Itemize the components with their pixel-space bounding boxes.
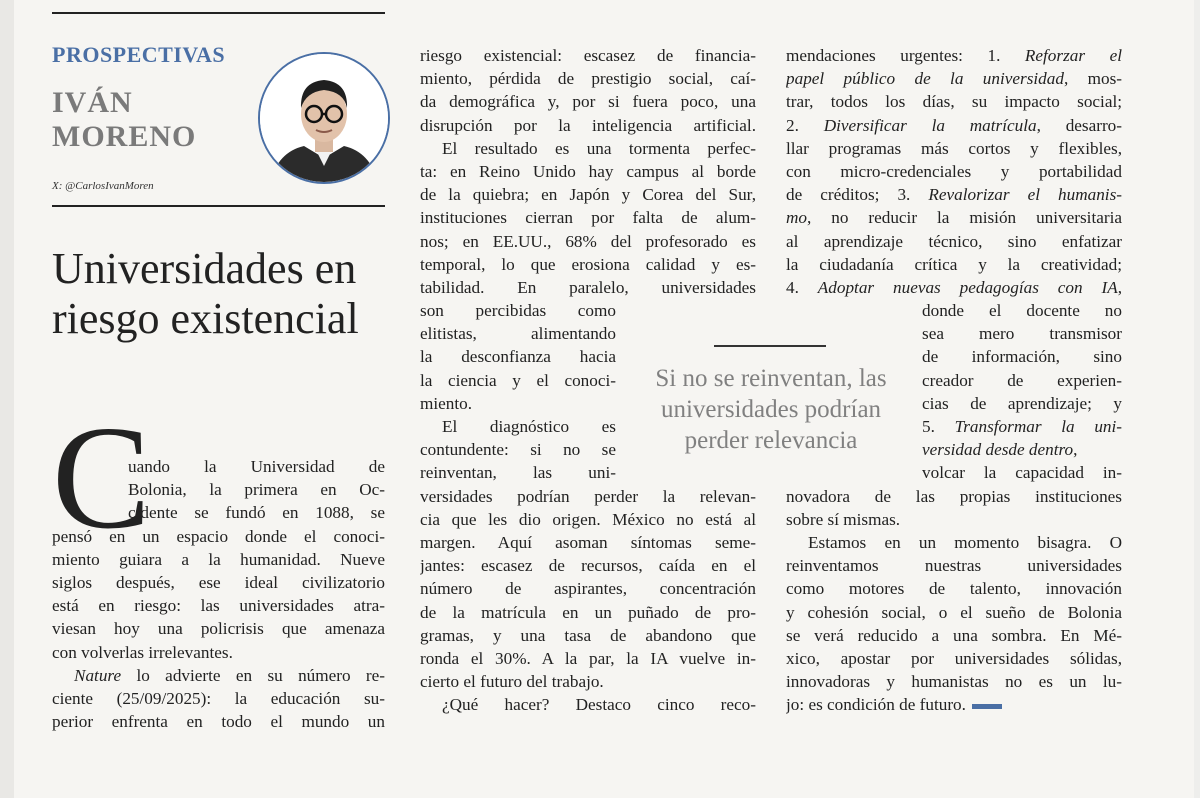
text-line [922, 438, 1122, 461]
text-run: lo advierte en su número re- [136, 665, 385, 685]
text-line: contundente: si no se [420, 440, 616, 460]
section-label: PROSPECTIVAS [52, 42, 226, 67]
text-line: de información, sino [922, 347, 1122, 367]
text-line: como motores de talento, innovación [786, 579, 1122, 599]
text-line: donde el docente no [922, 301, 1122, 321]
text-line: volcar la capacidad in- [922, 463, 1122, 483]
text-line: sobre sí mismas. [786, 509, 901, 529]
text-run: , [1073, 440, 1078, 460]
italic-text: papel público de la universidad [786, 69, 1064, 89]
text-line [786, 44, 1122, 67]
text-line [786, 206, 1122, 229]
text-line: se verá reducido a una sombra. En Mé- [786, 625, 1122, 645]
text-line: reinventamos nuestras universidades [786, 556, 1122, 576]
text-line: ¿Qué hacer? Destaco cinco reco- [442, 695, 756, 715]
italic-text: Revalorizar el humanis- [928, 185, 1122, 205]
text-line: riesgo existencial: escasez de financia- [420, 46, 756, 65]
text-line: versidades podrían perder la relevan- [420, 486, 756, 506]
text-line: perior enfrenta en todo el mundo un [52, 712, 385, 732]
italic-text: Diversificar la matrícula [823, 115, 1037, 135]
text-line: nos; en EE.UU., 68% del profesorado es [420, 231, 756, 251]
text-line: reinventan, las uni- [420, 463, 616, 483]
text-line [786, 276, 1122, 299]
text-line [52, 664, 385, 687]
author-name [52, 86, 196, 154]
headline-line: riesgo existencial [52, 294, 359, 343]
text-line: trar, todos los días, su impacto social; [786, 92, 1122, 112]
middle-rule [52, 205, 385, 207]
body-column-3 [786, 44, 1122, 716]
text-run: , desarro- [1036, 115, 1122, 135]
text-line: cidente se fundó en 1088, se [128, 503, 385, 523]
top-rule [52, 12, 385, 14]
text-line: miento guiara a la humanidad. Nueve [52, 549, 385, 569]
author-last-name: MORENO [52, 120, 197, 153]
text-line: la desconfianza hacia [420, 347, 616, 367]
text-line: margen. Aquí asoman síntomas seme- [420, 532, 756, 552]
text-line: jantes: escasez de recursos, caída en el [420, 556, 756, 576]
body-column-1 [52, 455, 385, 733]
text-line: cierto el futuro del trabajo. [420, 672, 604, 692]
text-line: xico, apostar por universidades sólidas, [786, 648, 1122, 668]
text-line [786, 67, 1122, 90]
text-line: la ciudadanía crítica y la creatividad; [786, 254, 1122, 274]
text-line: gramas, y una tasa de abandono que [420, 625, 756, 645]
italic-text: Transformar la uni- [954, 417, 1122, 436]
author-first-name: IVÁN [52, 86, 133, 119]
text-line: con volverlas irrelevantes. [52, 642, 233, 662]
text-run: de créditos; 3. [786, 185, 911, 205]
text-line: novadora de las propias instituciones [786, 486, 1122, 506]
text-line: pensó en un espacio donde el conoci- [52, 526, 385, 546]
text-line: instituciones cierran por falta de alum- [420, 208, 756, 228]
text-line: miento. [420, 393, 473, 413]
drop-cap: C [52, 396, 151, 560]
text-line: llar programas más cortos y flexibles, [786, 138, 1122, 158]
end-of-article-mark [972, 704, 1002, 709]
text-line: temporal, lo que erosiona calidad y es- [420, 254, 756, 274]
text-line: creador de experien- [922, 370, 1122, 390]
text-line: cias de aprendizaje; y [922, 393, 1122, 413]
text-run: 5. [922, 417, 935, 436]
text-line: Estamos en un momento bisagra. O [808, 532, 1122, 552]
text-line: sea mero transmisor [922, 324, 1122, 344]
text-line: uando la Universidad de [128, 457, 385, 476]
headline [52, 244, 392, 344]
text-line: ta: en Reino Unido hay campus al borde [420, 161, 756, 181]
text-line: número de aspirantes, concentración [420, 579, 756, 599]
text-line: ronda el 30%. A la par, la IA vuelve in- [420, 648, 756, 668]
text-run: 4. [786, 277, 799, 297]
text-line: cia que les dio origen. México no está al [420, 509, 756, 529]
text-line: ciente (25/09/2025): la educación su- [52, 688, 385, 708]
text-line: disrupción por la inteligencia artificial. [420, 115, 756, 135]
page-gutter-right [1194, 0, 1200, 798]
author-portrait-illustration [260, 54, 388, 182]
text-line: con micro-credenciales y portabilidad [786, 161, 1122, 181]
text-run: , mos- [1063, 69, 1122, 89]
text-line: Bolonia, la primera en Oc- [128, 480, 385, 500]
pull-quote-line: perder relevancia [684, 427, 858, 454]
text-run: jo: es condición de futuro. [786, 695, 966, 715]
pull-quote-line: universidades podrían [660, 396, 882, 423]
italic-text: Reforzar el [1024, 46, 1122, 65]
social-handle: X: @CarlosIvanMoren [52, 180, 154, 192]
text-line: la ciencia y el conoci- [420, 370, 616, 390]
text-line [786, 183, 1122, 206]
text-line [922, 415, 1122, 438]
text-line: está en riesgo: las universidades atra- [52, 596, 385, 616]
text-run: , [1117, 277, 1122, 297]
text-run: mendaciones urgentes: 1. [786, 46, 1001, 65]
text-line: tabilidad. En paralelo, universidades [420, 277, 756, 297]
text-line: siglos después, ese ideal civilizatorio [52, 572, 385, 592]
text-line: elitistas, alimentando [420, 324, 616, 344]
text-run: , no reducir la misión universitaria [807, 208, 1122, 228]
text-line: El resultado es una tormenta perfec- [442, 138, 756, 158]
text-line: miento, pérdida de prestigio social, caí- [420, 69, 756, 89]
italic-text: versidad desde dentro [922, 440, 1074, 460]
headline-line: Universidades en [52, 244, 357, 293]
text-line: El diagnóstico es [442, 417, 616, 436]
text-line: de la matrícula en un puñado de pro- [420, 602, 756, 622]
text-run: 2. [786, 115, 799, 135]
text-line [786, 114, 1122, 137]
text-line: al aprendizaje técnico, sino enfatizar [786, 231, 1122, 251]
italic-text: Nature [74, 665, 122, 685]
text-line: y cohesión social, o el sueño de Bolonia [786, 602, 1122, 622]
text-line: innovadoras y humanistas no es un lu- [786, 672, 1122, 692]
pull-quote-line: Si no se reinventan, las [655, 365, 887, 392]
text-line: de la quiebra; en Japón y Corea del Sur, [420, 185, 756, 205]
text-line [786, 693, 1122, 716]
author-photo [258, 52, 390, 184]
text-line: viesan hoy una policrisis que amenaza [52, 619, 385, 639]
text-line: son percibidas como [420, 301, 616, 321]
page-gutter-left [0, 0, 14, 798]
italic-text: Adoptar nuevas pedagogías con IA [817, 277, 1118, 297]
text-line: da demográfica y, por si fuera poco, una [420, 92, 756, 112]
italic-text: mo [786, 208, 808, 228]
